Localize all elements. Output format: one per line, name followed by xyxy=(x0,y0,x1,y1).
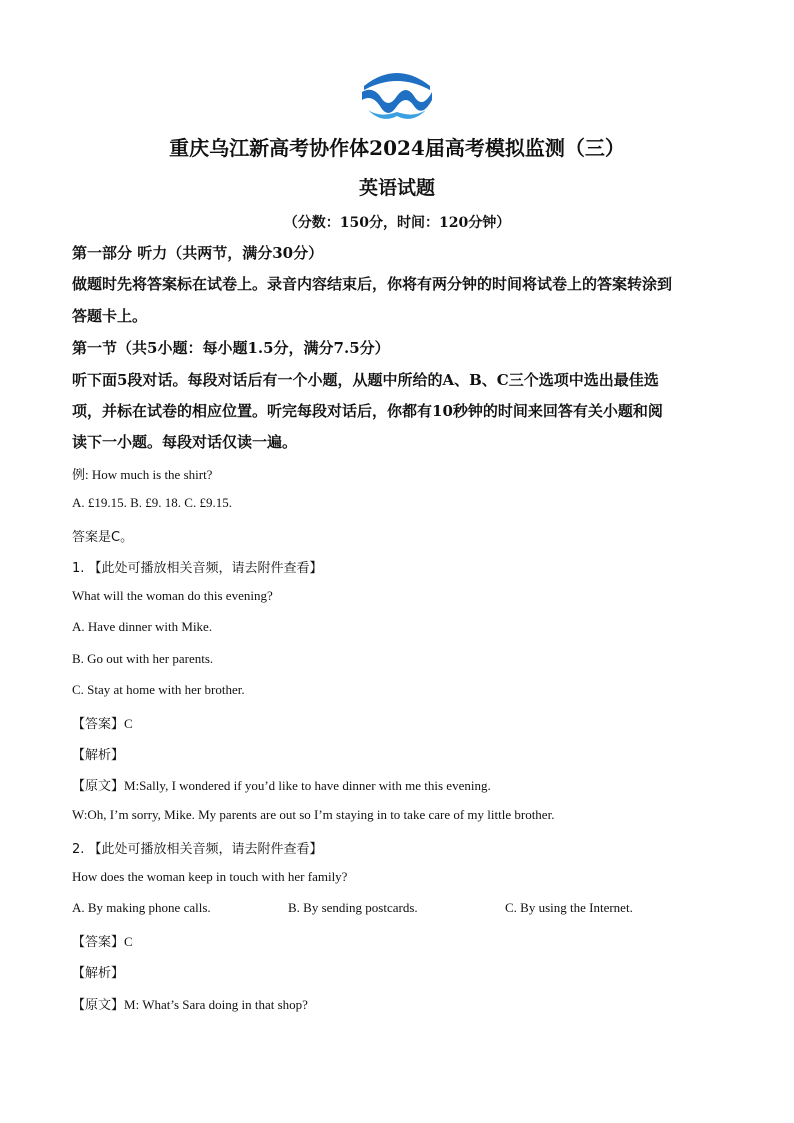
q1-option-b: B. Go out with her parents. xyxy=(72,651,214,666)
q1-question: What will the woman do this evening? xyxy=(72,588,273,603)
q1-transcript-line-1 xyxy=(72,775,491,794)
q1-transcript-line-2: W:Oh, I’m sorry, Mike. My parents are out so I’m staying in to take care of my little brother. xyxy=(72,807,555,822)
q2-option-a: A. By making phone calls. xyxy=(72,900,211,915)
q1-transcript-text-1: M:Sally, I wondered if you’d like to have dinner with me this evening. xyxy=(124,778,491,793)
q2-number: 2. xyxy=(72,842,85,857)
q2-analysis-label: 【解析】 xyxy=(72,966,125,981)
q1-answer-label: 【答案】 xyxy=(72,717,125,732)
q1-number: 1. xyxy=(72,561,85,576)
q2-audio-note[interactable]: 【此处可播放相关音频，请去附件查看】 xyxy=(88,842,323,857)
exam-subtitle: 英语试题 xyxy=(358,177,435,199)
example-options: A. £19.15. B. £9. 18. C. £9.15. xyxy=(72,495,232,510)
q2-transcript-label: 【原文】 xyxy=(72,998,125,1013)
q2-answer xyxy=(72,931,133,950)
q1-option-c: C. Stay at home with her brother. xyxy=(72,682,245,697)
q1-header xyxy=(72,557,323,576)
exam-title: 重庆乌江新高考协作体2024届高考模拟监测（三） xyxy=(169,136,625,160)
section1-instruction-3: 读下一小题。每段对话仅读一遍。 xyxy=(72,433,298,451)
q1-answer-value: C xyxy=(124,716,133,731)
part1-instruction-2: 答题卡上。 xyxy=(72,307,148,325)
example-answer: 答案是C。 xyxy=(72,530,134,545)
q1-answer xyxy=(72,713,133,732)
q1-option-a: A. Have dinner with Mike. xyxy=(72,619,213,634)
wave-logo-icon xyxy=(358,66,436,124)
section1-instruction-2: 项，并标在试卷的相应位置。听完每段对话后，你都有10秒钟的时间来回答有关小题和阅 xyxy=(72,402,663,420)
q2-answer-label: 【答案】 xyxy=(72,935,125,950)
part1-instruction-1: 做题时先将答案标在试卷上。录音内容结束后，你将有两分钟的时间将试卷上的答案转涂到 xyxy=(72,275,673,293)
q2-question: How does the woman keep in touch with her family? xyxy=(72,869,348,884)
section1-instruction-1: 听下面5段对话。每段对话后有一个小题，从题中所给的A、B、C三个选项中选出最佳选 xyxy=(72,371,659,389)
section1-heading: 第一节（共5小题：每小题1.5分，满分7.5分） xyxy=(72,339,390,357)
q2-transcript-line-1 xyxy=(72,994,308,1013)
q1-analysis-label: 【解析】 xyxy=(72,748,125,763)
score-info: （分数：150分，时间：120分钟） xyxy=(283,215,511,231)
q2-option-c: C. By using the Internet. xyxy=(505,900,633,915)
q2-answer-value: C xyxy=(124,934,133,949)
q1-transcript-label: 【原文】 xyxy=(72,779,125,794)
example-question: 例: How much is the shirt? xyxy=(72,467,213,482)
q2-option-b: B. By sending postcards. xyxy=(288,900,418,915)
q2-header xyxy=(72,838,323,857)
part1-heading: 第一部分 听力（共两节，满分30分） xyxy=(72,244,324,262)
q1-audio-note[interactable]: 【此处可播放相关音频，请去附件查看】 xyxy=(88,561,323,576)
q2-transcript-text-1: M: What’s Sara doing in that shop? xyxy=(124,997,308,1012)
